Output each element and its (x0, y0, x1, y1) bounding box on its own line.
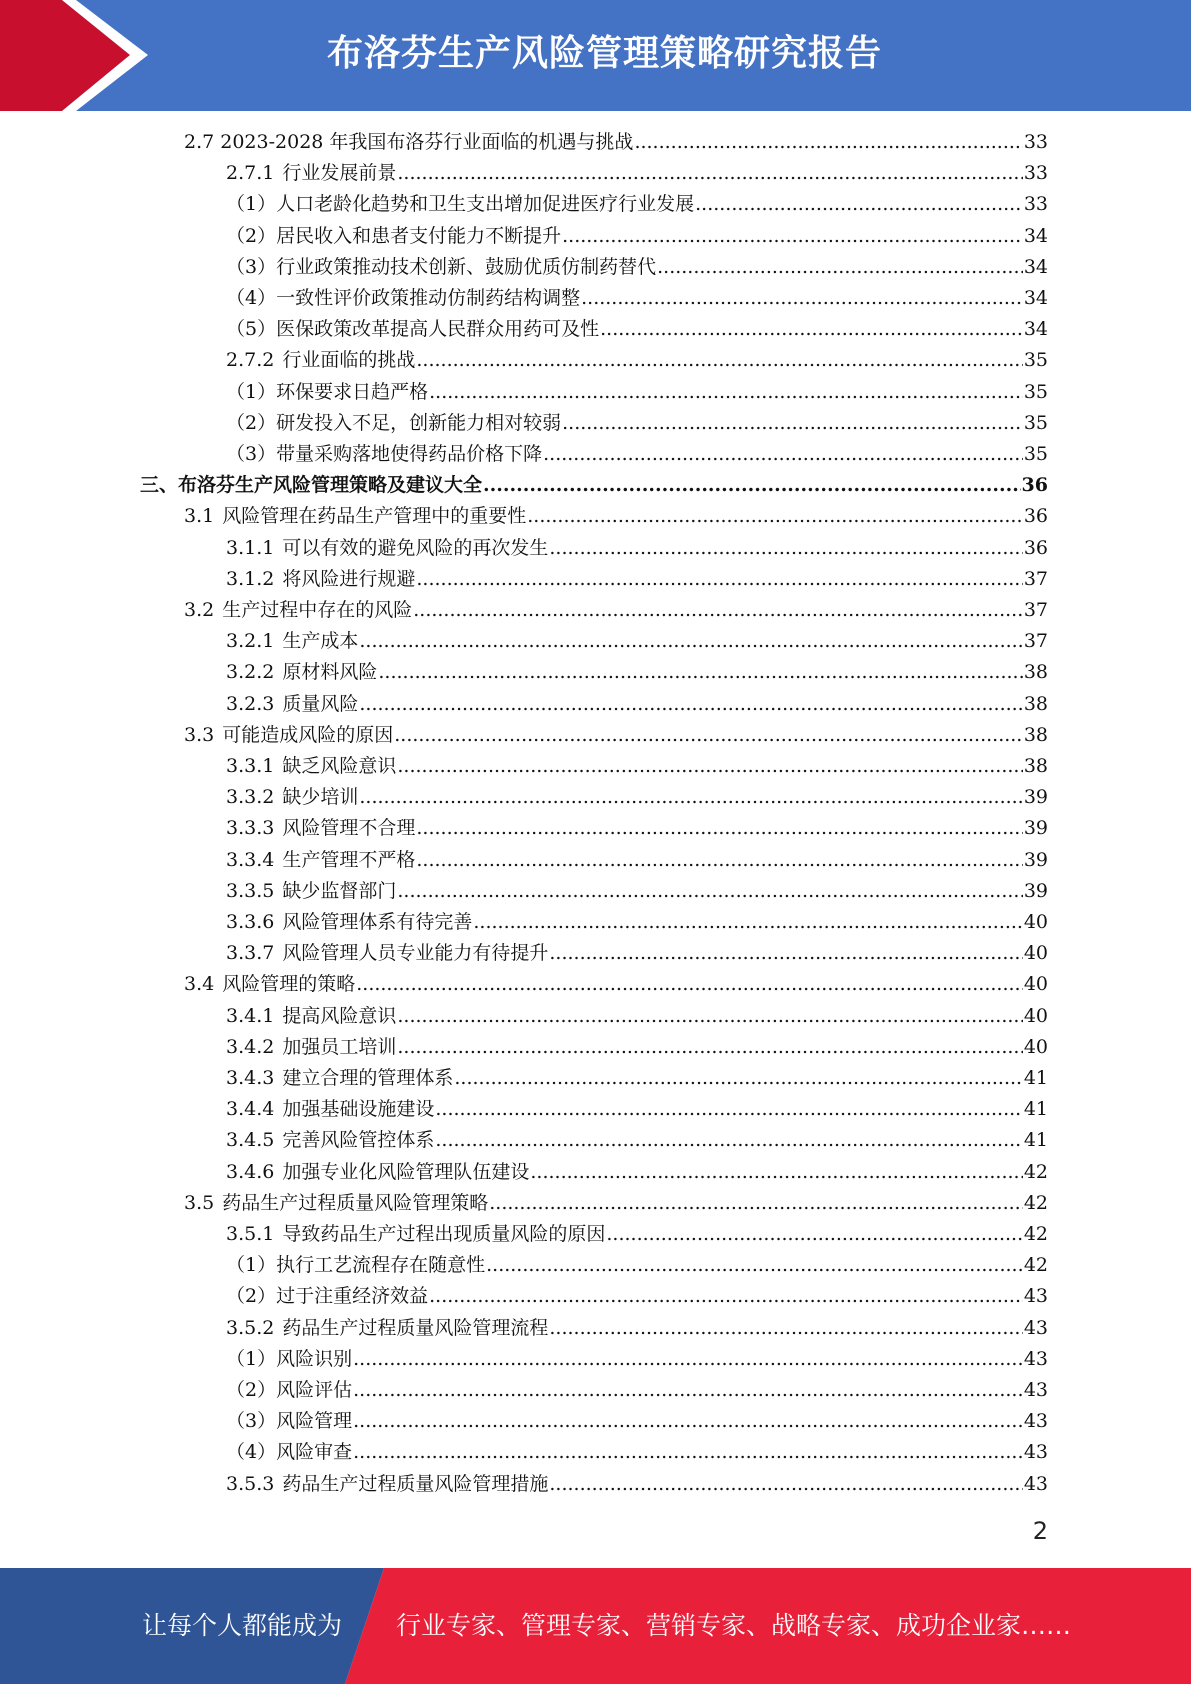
toc-leader-dots (359, 689, 1022, 720)
toc-entry-number: 3.3.4 (226, 848, 275, 871)
toc-entry[interactable] (184, 595, 1048, 626)
toc-entry[interactable] (226, 657, 1048, 688)
toc-entry-title: 风险识别 (276, 1347, 353, 1370)
toc-entry-page: 39 (1023, 879, 1048, 902)
toc-entry-page: 43 (1023, 1347, 1048, 1370)
toc-entry[interactable] (226, 1001, 1048, 1032)
toc-entry-title: 风险管理 (276, 1410, 353, 1433)
toc-entry-number: 3.3.3 (226, 817, 275, 840)
toc-entry-number: 3.3.7 (226, 942, 275, 965)
toc-leader-dots (562, 408, 1023, 439)
toc-entry-number: 3.5.1 (226, 1223, 275, 1245)
toc-entry-number: （1） (226, 193, 277, 216)
toc-leader-dots (435, 1094, 1022, 1125)
toc-entry-page: 38 (1023, 661, 1048, 684)
toc-entry-title: 过于注重经济效益 (276, 1285, 429, 1308)
toc-entry-number: （4） (226, 1441, 277, 1464)
toc-entry[interactable] (226, 1313, 1048, 1344)
toc-entry[interactable] (226, 1406, 1048, 1437)
toc-entry[interactable] (226, 813, 1048, 844)
toc-entry-page: 36 (1021, 474, 1048, 497)
toc-entry-title: 建立合理的管理体系 (282, 1067, 454, 1089)
toc-entry[interactable] (226, 377, 1048, 408)
toc-entry[interactable] (226, 1125, 1048, 1156)
toc-entry-number: 2.7.2 (226, 349, 275, 372)
toc-entry-page: 40 (1023, 973, 1048, 996)
toc-entry-number: （2） (226, 1379, 277, 1401)
report-title: 布洛芬生产风险管理策略研究报告 (326, 33, 882, 74)
toc-entry-title: 行业政策推动技术创新、鼓励优质仿制药替代 (276, 255, 657, 278)
toc-entry[interactable] (184, 127, 1048, 158)
toc-leader-dots (397, 1001, 1022, 1032)
toc-entry-title: 医保政策改革提高人民群众用药可及性 (276, 318, 600, 341)
page-footer (0, 1568, 1191, 1684)
toc-entry[interactable] (226, 1063, 1048, 1094)
page-header (0, 0, 1191, 111)
toc-leader-dots (394, 720, 1023, 751)
toc-entry-number: 3.4.1 (226, 1004, 275, 1027)
toc-entry-page: 36 (1023, 505, 1048, 528)
toc-entry-title: 人口老龄化趋势和卫生支出增加促进医疗行业发展 (276, 193, 695, 216)
toc-entry-number: 3.5 (184, 1191, 215, 1214)
toc-entry[interactable] (226, 751, 1048, 782)
toc-entry-number: 3.5.2 (226, 1316, 275, 1339)
toc-entry-title: 加强专业化风险管理队伍建设 (282, 1160, 530, 1183)
toc-entry-page: 34 (1023, 255, 1048, 278)
toc-leader-dots (397, 751, 1022, 782)
toc-entry-page: 37 (1023, 630, 1048, 653)
toc-leader-dots (378, 657, 1022, 688)
toc-entry[interactable] (226, 189, 1048, 220)
toc-entry-title: 风险审查 (276, 1441, 353, 1464)
toc-entry-page: 38 (1023, 755, 1048, 777)
toc-entry-title: 生产过程中存在的风险 (222, 599, 413, 621)
toc-entry-number: 3.2.1 (226, 630, 275, 653)
toc-entry-title: 带量采购落地使得药品价格下降 (276, 443, 543, 465)
toc-entry-number: （2） (226, 411, 277, 434)
toc-entry-page: 39 (1023, 848, 1048, 871)
toc-entry-title: 将风险进行规避 (282, 567, 416, 590)
toc-entry-number: 3.1.2 (226, 567, 275, 590)
toc-entry-page: 42 (1023, 1223, 1048, 1245)
toc-entry-title: 缺少监督部门 (282, 879, 397, 902)
toc-entry[interactable] (226, 564, 1048, 595)
toc-entry[interactable] (226, 345, 1048, 376)
toc-entry-page: 43 (1023, 1285, 1048, 1308)
toc-entry-page: 37 (1023, 599, 1048, 621)
toc-entry-title: 药品生产过程质量风险管理措施 (282, 1472, 549, 1495)
toc-entry-title: 风险管理人员专业能力有待提升 (282, 942, 549, 965)
toc-entry-title: 风险管理的策略 (222, 973, 356, 996)
toc-leader-dots (581, 283, 1023, 314)
toc-entry[interactable] (226, 408, 1048, 439)
toc-entry[interactable] (226, 1032, 1048, 1063)
toc-entry-title: 风险管理体系有待完善 (282, 911, 473, 933)
toc-entry-title: 提高风险意识 (282, 1004, 397, 1027)
toc-entry-number: 3.4.6 (226, 1160, 275, 1183)
toc-entry-page: 35 (1023, 411, 1048, 434)
footer-slogan-right: 行业专家、管理专家、营销专家、战略专家、成功企业家…… (396, 1611, 1072, 1640)
toc-leader-dots (429, 1281, 1023, 1312)
toc-leader-dots (397, 876, 1022, 907)
toc-entry-title: 导致药品生产过程出现质量风险的原因 (282, 1223, 606, 1245)
toc-entry-title: 加强基础设施建设 (282, 1098, 435, 1121)
toc-leader-dots (353, 1375, 1023, 1406)
toc-leader-dots (562, 221, 1023, 252)
toc-entry-number: 3.5.3 (226, 1472, 275, 1495)
toc-entry[interactable] (226, 938, 1048, 969)
toc-entry[interactable] (226, 252, 1048, 283)
toc-entry-number: 3.3.5 (226, 879, 275, 902)
toc-entry-page: 33 (1023, 131, 1048, 153)
toc-entry-title: 加强员工培训 (282, 1035, 397, 1058)
toc-leader-dots (486, 1250, 1023, 1281)
toc-entry-title: 可以有效的避免风险的再次发生 (282, 536, 549, 559)
toc-leader-dots (657, 252, 1023, 283)
toc-entry-page: 36 (1023, 536, 1048, 559)
toc-leader-dots (483, 470, 1021, 501)
toc-leader-dots (416, 813, 1022, 844)
toc-entry[interactable] (226, 782, 1048, 813)
toc-entry-number: 3.2 (184, 599, 215, 621)
toc-entry-number: 3.4.3 (226, 1067, 275, 1089)
toc-entry-title: 风险管理不合理 (282, 817, 416, 840)
toc-entry-number: 2.7 2023-2028 年我国布洛芬行业面临的机遇与挑战 (184, 131, 634, 153)
toc-leader-dots (530, 1157, 1022, 1188)
toc-entry-title: 居民收入和患者支付能力不断提升 (276, 224, 562, 247)
toc-leader-dots (527, 501, 1023, 532)
page-number: 2 (1032, 1517, 1048, 1545)
toc-entry-number: 3.2.3 (226, 692, 275, 715)
toc-entry-page: 38 (1023, 723, 1048, 746)
toc-leader-dots (353, 1406, 1023, 1437)
toc-entry-page: 35 (1023, 443, 1048, 465)
toc-entry-title: 缺乏风险意识 (282, 755, 397, 777)
toc-leader-dots (356, 969, 1023, 1000)
toc-leader-dots (353, 1437, 1023, 1468)
toc-entry-number: （1） (226, 380, 277, 403)
toc-leader-dots (634, 127, 1022, 158)
toc-leader-dots (435, 1125, 1022, 1156)
toc-leader-dots (695, 189, 1023, 220)
toc-leader-dots (549, 938, 1022, 969)
toc-entry-title: 一致性评价政策推动仿制药结构调整 (276, 287, 581, 309)
toc-entry[interactable] (226, 1094, 1048, 1125)
toc-entry-page: 40 (1023, 942, 1048, 965)
toc-entry-page: 39 (1023, 817, 1048, 840)
toc-entry[interactable] (184, 969, 1048, 1000)
toc-entry[interactable] (226, 1469, 1048, 1500)
toc-leader-dots (353, 1344, 1023, 1375)
toc-entry-number: 3.2.2 (226, 661, 275, 684)
toc-entry-number: （5） (226, 318, 277, 341)
toc-entry[interactable] (226, 1281, 1048, 1312)
toc-entry[interactable] (226, 689, 1048, 720)
toc-entry-title: 行业面临的挑战 (282, 349, 416, 372)
toc-entry-number: （1） (226, 1347, 277, 1370)
toc-entry[interactable] (226, 845, 1048, 876)
toc-entry[interactable] (226, 1375, 1048, 1406)
toc-entry-page: 33 (1023, 162, 1048, 185)
toc-entry-page: 34 (1023, 224, 1048, 247)
toc-entry[interactable] (226, 1157, 1048, 1188)
toc-leader-dots (543, 439, 1023, 470)
toc-entry-number: 3.3 (184, 723, 215, 746)
toc-entry[interactable] (184, 720, 1048, 751)
toc-entry-page: 43 (1023, 1379, 1048, 1401)
toc-entry[interactable] (226, 283, 1048, 314)
toc-leader-dots (359, 626, 1022, 657)
toc-entry-page: 42 (1023, 1160, 1048, 1183)
toc-entry-title: 生产管理不严格 (282, 848, 416, 871)
toc-entry-number: 2.7.1 (226, 162, 275, 185)
toc-entry-title: 执行工艺流程存在随意性 (276, 1254, 486, 1277)
toc-entry-title: 药品生产过程质量风险管理流程 (282, 1316, 549, 1339)
toc-entry[interactable] (226, 1250, 1048, 1281)
toc-entry-page: 43 (1023, 1441, 1048, 1464)
toc-leader-dots (413, 595, 1023, 626)
toc-entry-page: 42 (1023, 1254, 1048, 1277)
toc-leader-dots (429, 377, 1023, 408)
toc-leader-dots (416, 345, 1022, 376)
toc-leader-dots (454, 1063, 1022, 1094)
toc-entry-title: 原材料风险 (282, 661, 378, 684)
toc-entry-number: （3） (226, 1410, 277, 1433)
toc-entry-page: 41 (1023, 1098, 1048, 1121)
toc-entry-number: 3.4.5 (226, 1129, 275, 1152)
toc-entry-title: 可能造成风险的原因 (222, 723, 394, 746)
toc-entry-number: （2） (226, 1285, 277, 1308)
toc-entry-title: 布洛芬生产风险管理策略及建议大全 (178, 474, 483, 497)
toc-entry[interactable] (226, 1344, 1048, 1375)
toc-entry-number: （3） (226, 443, 277, 465)
toc-entry[interactable] (226, 1219, 1048, 1250)
toc-entry-number: 3.3.2 (226, 786, 275, 809)
toc-entry-number: （2） (226, 224, 277, 247)
toc-leader-dots (549, 1313, 1022, 1344)
toc-entry[interactable] (226, 314, 1048, 345)
toc-entry-title: 环保要求日趋严格 (276, 380, 429, 403)
toc-entry-title: 缺少培训 (282, 786, 359, 809)
toc-entry-title: 质量风险 (282, 692, 359, 715)
toc-entry-page: 33 (1023, 193, 1048, 216)
toc-entry-title: 风险管理在药品生产管理中的重要性 (222, 505, 527, 528)
toc-entry[interactable] (226, 1437, 1048, 1468)
toc-entry-page: 37 (1023, 567, 1048, 590)
toc-entry-number: （1） (226, 1254, 277, 1277)
toc-entry-page: 43 (1023, 1410, 1048, 1433)
toc-entry-page: 40 (1023, 1035, 1048, 1058)
toc-entry-number: 3.1 (184, 505, 215, 528)
toc-entry-title: 行业发展前景 (282, 162, 397, 185)
toc-leader-dots (473, 907, 1022, 938)
footer-slogan-left: 让每个人都能成为 (142, 1611, 343, 1640)
toc-entry-page: 40 (1023, 911, 1048, 933)
toc-entry-number: （4） (226, 287, 277, 309)
toc-entry[interactable] (226, 876, 1048, 907)
toc-entry-page: 35 (1023, 349, 1048, 372)
toc-entry-page: 38 (1023, 692, 1048, 715)
toc-entry-page: 42 (1023, 1191, 1048, 1214)
toc-leader-dots (397, 158, 1022, 189)
toc-leader-dots (549, 533, 1022, 564)
toc-leader-dots (416, 845, 1022, 876)
toc-entry-page: 35 (1023, 380, 1048, 403)
toc-entry-page: 41 (1023, 1129, 1048, 1152)
toc-entry[interactable] (226, 907, 1048, 938)
toc-entry-title: 药品生产过程质量风险管理策略 (222, 1191, 489, 1214)
toc-entry-page: 34 (1023, 287, 1048, 309)
toc-entry-number: 3.4.2 (226, 1035, 275, 1058)
toc-entry-number: 3.4 (184, 973, 215, 996)
toc-entry[interactable] (226, 439, 1048, 470)
toc-entry-number: 3.1.1 (226, 536, 275, 559)
toc-entry[interactable] (226, 626, 1048, 657)
toc-entry-page: 41 (1023, 1067, 1048, 1089)
toc-entry-page: 39 (1023, 786, 1048, 809)
toc-entry[interactable] (226, 221, 1048, 252)
toc-entry[interactable] (140, 470, 1048, 501)
toc-leader-dots (489, 1188, 1023, 1219)
toc-entry[interactable] (184, 1188, 1048, 1219)
toc-entry-page: 43 (1023, 1316, 1048, 1339)
toc-leader-dots (359, 782, 1022, 813)
toc-entry[interactable] (226, 533, 1048, 564)
toc-entry-page: 43 (1023, 1472, 1048, 1495)
toc-leader-dots (600, 314, 1023, 345)
toc-leader-dots (416, 564, 1022, 595)
toc-entry-page: 34 (1023, 318, 1048, 341)
toc-entry-title: 完善风险管控体系 (282, 1129, 435, 1152)
toc-entry-title: 风险评估 (276, 1379, 353, 1401)
toc-entry[interactable] (226, 158, 1048, 189)
toc-entry-number: 3.3.1 (226, 755, 275, 777)
toc-entry-title: 生产成本 (282, 630, 359, 653)
toc-leader-dots (606, 1219, 1022, 1250)
toc-entry[interactable] (184, 501, 1048, 532)
toc-leader-dots (549, 1469, 1022, 1500)
toc-entry-number: 3.3.6 (226, 911, 275, 933)
toc-entry-number: （3） (226, 255, 277, 278)
toc-entry-title: 研发投入不足，创新能力相对较弱 (276, 411, 562, 434)
toc-entry-number: 三、 (140, 474, 179, 497)
toc-leader-dots (397, 1032, 1022, 1063)
toc-entry-number: 3.4.4 (226, 1098, 275, 1121)
toc-entry-page: 40 (1023, 1004, 1048, 1027)
